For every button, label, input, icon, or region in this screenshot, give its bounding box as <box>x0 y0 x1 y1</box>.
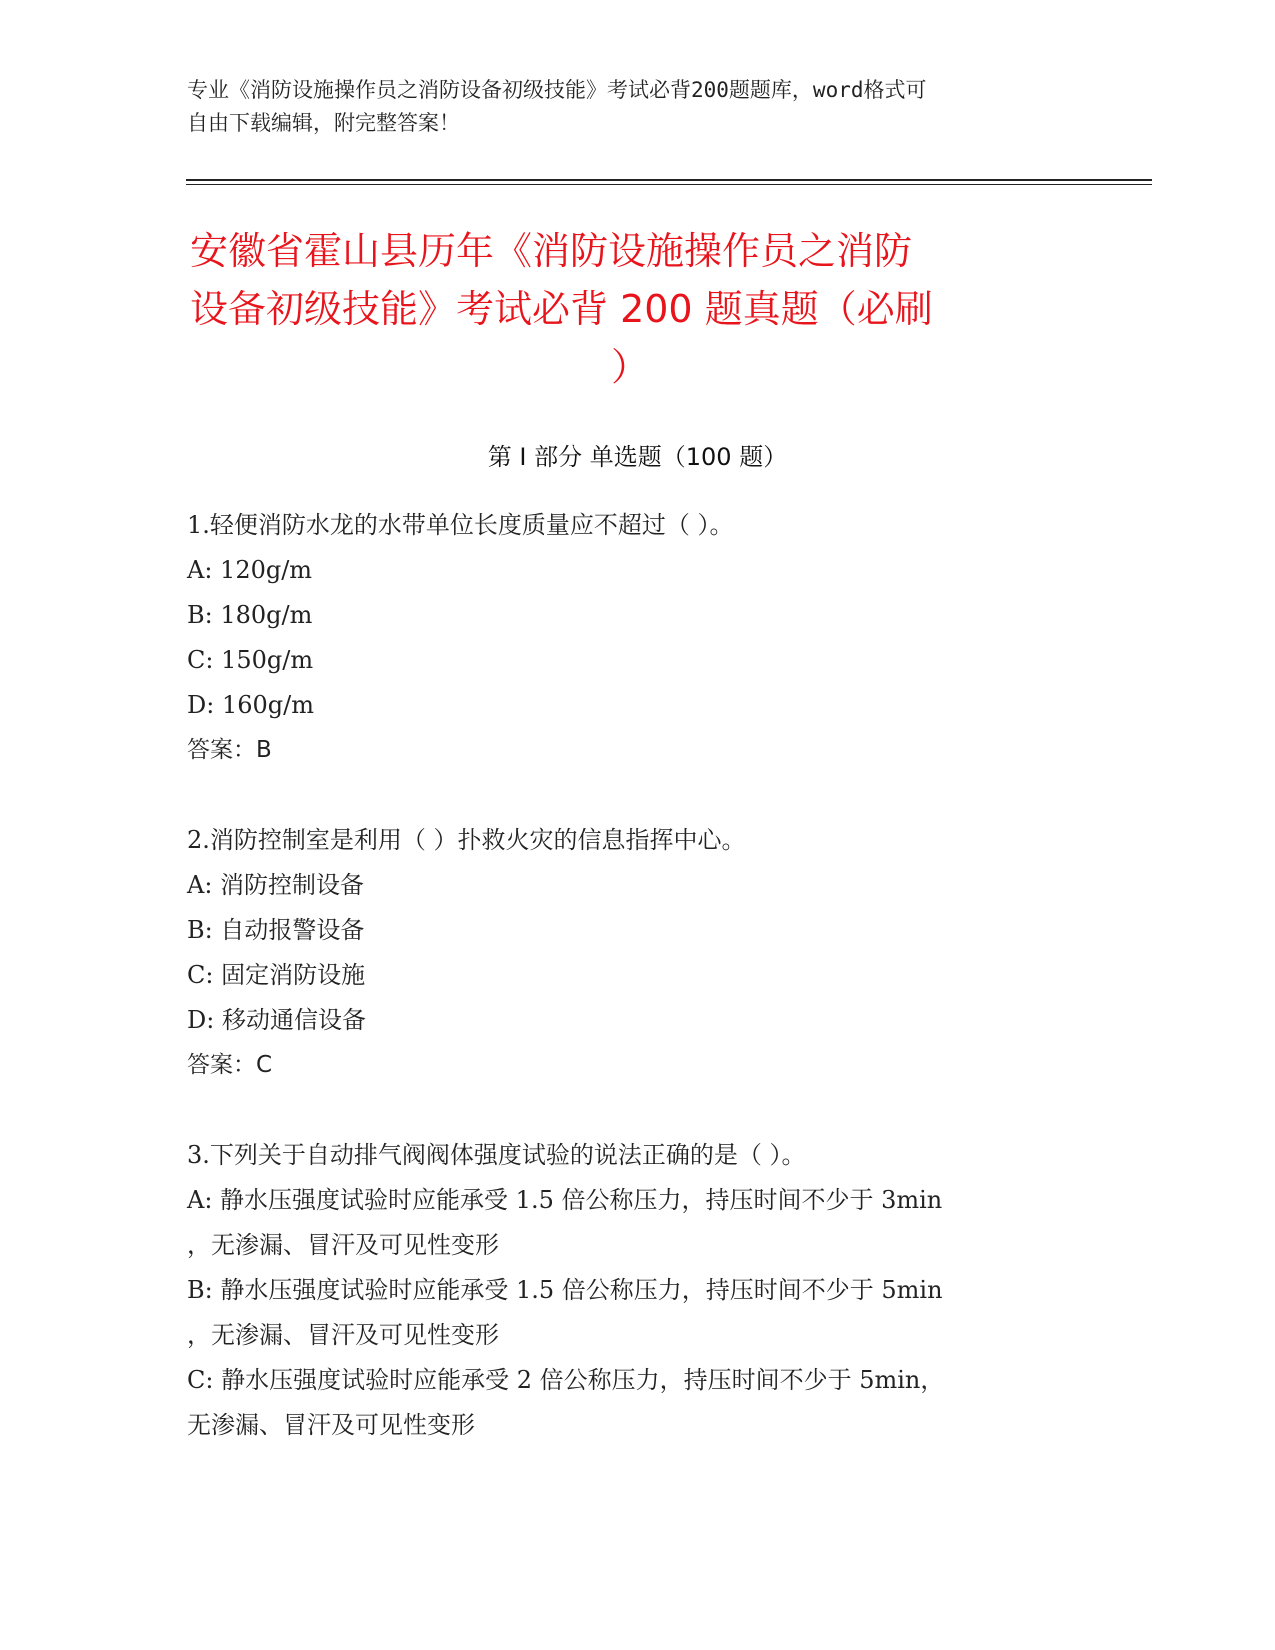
option-a: A: 静水压强度试验时应能承受 1.5 倍公称压力，持压时间不少于 3min <box>187 1186 943 1214</box>
answer-label: 答案：B <box>187 737 272 763</box>
section-heading: 第 I 部分 单选题（100 题） <box>487 443 788 471</box>
question-stem: 3.下列关于自动排气阀阀体强度试验的说法正确的是（ ）。 <box>187 1141 806 1169</box>
option-d: D: 160g/m <box>187 691 314 719</box>
header-note-line: 专业《消防设施操作员之消防设备初级技能》考试必背200题题库，word格式可 <box>187 78 927 102</box>
title-line: 安徽省霍山县历年《消防设施操作员之消防 <box>190 229 913 273</box>
option-c-continued: 无渗漏、冒汗及可见性变形 <box>187 1411 475 1439</box>
option-a: A: 120g/m <box>187 556 313 584</box>
option-a-continued: ，无渗漏、冒汗及可见性变形 <box>187 1231 499 1259</box>
header-note-line: 自由下载编辑，附完整答案！ <box>187 111 460 135</box>
option-b: B: 静水压强度试验时应能承受 1.5 倍公称压力，持压时间不少于 5min <box>187 1276 943 1304</box>
document-title <box>190 222 1080 396</box>
header-divider-thin <box>186 184 1152 185</box>
title-line: 设备初级技能》考试必背 200 题真题（必刷 <box>190 287 933 331</box>
question-block <box>187 1133 1087 1448</box>
header-note <box>187 74 1067 140</box>
option-c: C: 150g/m <box>187 646 314 674</box>
question-stem: 2.消防控制室是利用（ ）扑救火灾的信息指挥中心。 <box>187 826 746 854</box>
option-c: C: 静水压强度试验时应能承受 2 倍公称压力，持压时间不少于 5min， <box>187 1366 945 1394</box>
question-block <box>187 818 1087 1088</box>
option-a: A: 消防控制设备 <box>187 871 365 899</box>
header-divider <box>186 179 1152 181</box>
option-b-continued: ，无渗漏、冒汗及可见性变形 <box>187 1321 499 1349</box>
question-stem: 1.轻便消防水龙的水带单位长度质量应不超过（ ）。 <box>187 511 734 539</box>
option-c: C: 固定消防设施 <box>187 961 366 989</box>
title-line: ） <box>610 345 649 389</box>
answer-label: 答案：C <box>187 1052 273 1078</box>
option-d: D: 移动通信设备 <box>187 1006 366 1034</box>
question-block <box>187 503 1087 773</box>
option-b: B: 180g/m <box>187 601 313 629</box>
option-b: B: 自动报警设备 <box>187 916 365 944</box>
